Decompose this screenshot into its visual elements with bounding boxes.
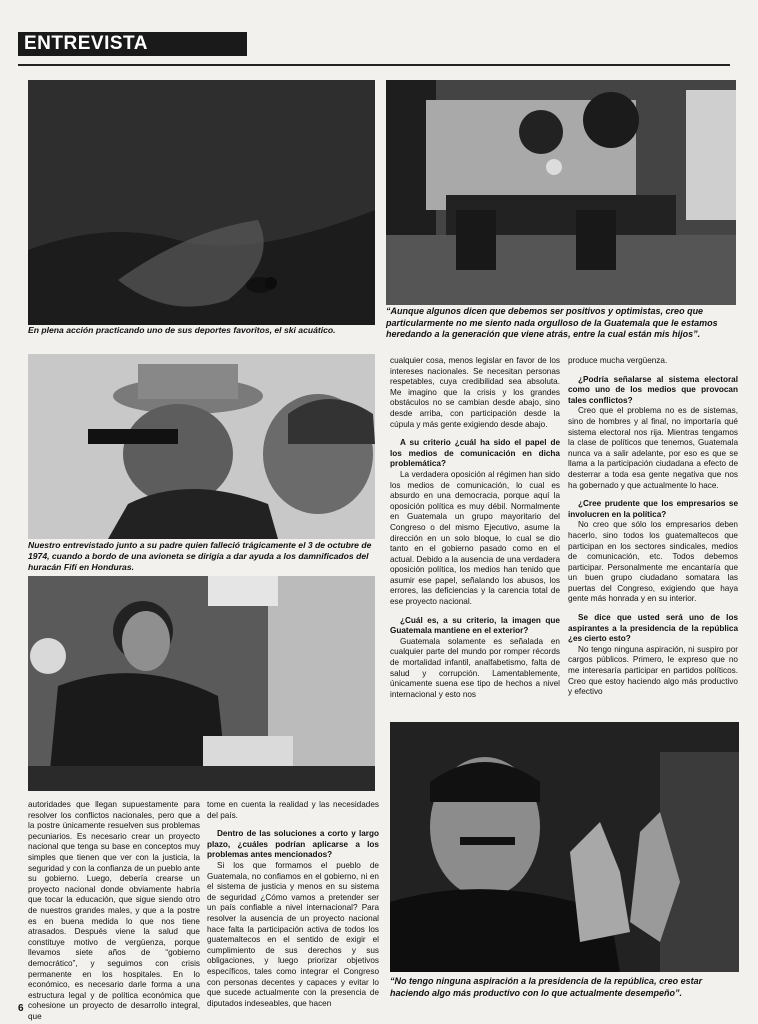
photo-father (28, 354, 375, 539)
paragraph: La verdadera oposición al régimen han sido los medios de comunicación, lo cual es absurdo en una democracia, porque aquí la oposición política es muy débil. Normalmente en Guatemala un grupo mayoritario del Congreso o del mismo Ejecutivo, asume la dirección en un solo bloque, lo cual se dio tanto en el gobierno pasado como en el actual. Debido a la ausencia de una verdadera oposición política, los medios han tenido que asumir ese papel, señalando los abusos, los errores, las deficiencias y la carencia total de ese proyecto nacional. (390, 469, 560, 607)
paragraph: produce mucha vergüenza. (568, 356, 668, 365)
header-rule (18, 64, 730, 66)
paragraph: Guatemala solamente es señalada en cualquier parte del mundo por romper récords de mortalidad infantil, analfabetismo, falta de salud y corrupción. Lamentablemente, únicamente suena ese tipo de hechos a nivel internacional y esto nos (390, 636, 560, 699)
interview-question: ¿Podría señalarse al sistema electoral como uno de los medios que provocan tales conflictos? (568, 374, 738, 405)
photo-portrait (390, 722, 739, 972)
interview-question: ¿Cuál es, a su criterio, la imagen que Guatemala mantiene en el exterior? (390, 615, 560, 636)
article-column-bottom-middle (207, 800, 379, 1009)
caption-water-ski: En plena acción practicando uno de sus deportes favoritos, el ski acuático. (28, 325, 336, 335)
interview-question: Se dice que usted será uno de los aspirantes a la presidencia de la república ¿es cierto esto? (568, 613, 738, 644)
paragraph: autoridades que llegan supuestamente para resolver los conflictos nacionales, pero que a la postre únicamente resuelven sus problemas pecuniarios. Es necesario crear un proyecto nacional que tenga su base en conceptos muy simples que tienen que ver con la justicia, la seguridad y con la confianza de un pueblo ante su gobierno. Luego, debería crearse un proyecto nacional donde obviamente habría que tocar la educación, que sigue siendo otro de nuestros grandes males, y que a la postre es en buena medida lo que nos tiene atrasados. Después viene la salud que constituye motivo de vergüenza, porque llevamos siete años de “gobierno democrático”, y seguimos con crisis permanente en los hospitales. En lo económico, es necesario darle forma a una estructura legal y de política económica que cohesione un proyecto de desarrollo integral, que (28, 800, 200, 1021)
article-column-bottom-left (28, 800, 200, 1022)
caption-portrait: “No tengo ninguna aspiración a la presidencia de la república, creo estar haciendo algo más productivo con lo que actualmente desempeño”. (390, 976, 703, 998)
caption-office: “Aunque algunos dicen que debemos ser positivos y optimistas, creo que particularmente no me siento nada orgulloso de la Guatemala que le estamos heredando a la generación que viene atrás, entre la cual están mis hijos”. (386, 306, 718, 339)
article-column-right (568, 356, 738, 698)
photo-water-ski (28, 80, 375, 325)
photo-office (386, 80, 736, 305)
article-column-middle (390, 356, 560, 700)
photo-desk (28, 576, 375, 791)
paragraph: cualquier cosa, menos legislar en favor de los intereses nacionales. Se necesitan personas respetables, cuya credibilidad sea absoluta. Me imagino que la crisis y los grandes obstáculos no se cambian desde abajo, sino desde arriba, con participación desde la cúpula y más gente exigiendo desde abajo. (390, 356, 560, 429)
paragraph: No creo que sólo los empresarios deben hacerlo, sino todos los guatemaltecos que participan en los sectores sindicales, medios de comunicación, etc. Todos debemos participar. Personalmente me encantaría que un buen grupo ciudadano somatara las puertas del Congreso, exigiendo que haya gente más honrada y en su interior. (568, 520, 738, 604)
interview-question: ¿Cree prudente que los empresarios se involucren en la política? (568, 499, 738, 519)
page-number: 6 (18, 1003, 24, 1014)
paragraph: tome en cuenta la realidad y las necesidades del país. (207, 800, 379, 820)
caption-father: Nuestro entrevistado junto a su padre quien falleció trágicamente el 3 de octubre de 1974, cuando a bordo de una avioneta se dirigía a dar ayuda a los damnificados del huracán Fifí en Honduras. (28, 540, 372, 572)
section-header: ENTREVISTA (18, 32, 247, 56)
paragraph: No tengo ninguna aspiración, ni suspiro por cargos públicos. Primero, le expreso que no me interesaría participar en partidos políticos. Creo que estoy haciendo algo más productivo y efectivo (568, 644, 738, 697)
interview-question: A su criterio ¿cuál ha sido el papel de los medios de comunicación en dicha problemática? (390, 438, 560, 469)
paragraph: Si los que formamos el pueblo de Guatemala, no confiamos en el gobierno, ni en el sistema de justicia y menos en su sistema de seguridad ¿Cómo vamos a pretender ser un país confiable a nivel internacional? Para resolver la ausencia de un proyecto nacional hace falta la participación activa de todos los guatemaltecos en el sentido de exigir el cumplimiento de sus derechos y sus obligaciones, y luego priorizar objetivos específicos, tales como integrar el Congreso con personas decentes y capaces y evitar lo que sucede actualmente con la presencia de diputados indeseables, que hacen (207, 860, 379, 1008)
interview-question: Dentro de las soluciones a corto y largo plazo, ¿cuáles podrían aplicarse a los problemas antes mencionados? (207, 829, 379, 860)
paragraph: Creo que el problema no es de sistemas, sino de hombres y al final, no importaría qué sistema electoral nos rija. Mientras tengamos la clase de políticos que tenemos, Guatemala nunca va a salir adelante, por eso es que se llama a la participación ciudadana a efecto de desterrar a toda esa gente negativa que nos ha gobernado y que actualmente lo hace. (568, 406, 738, 490)
